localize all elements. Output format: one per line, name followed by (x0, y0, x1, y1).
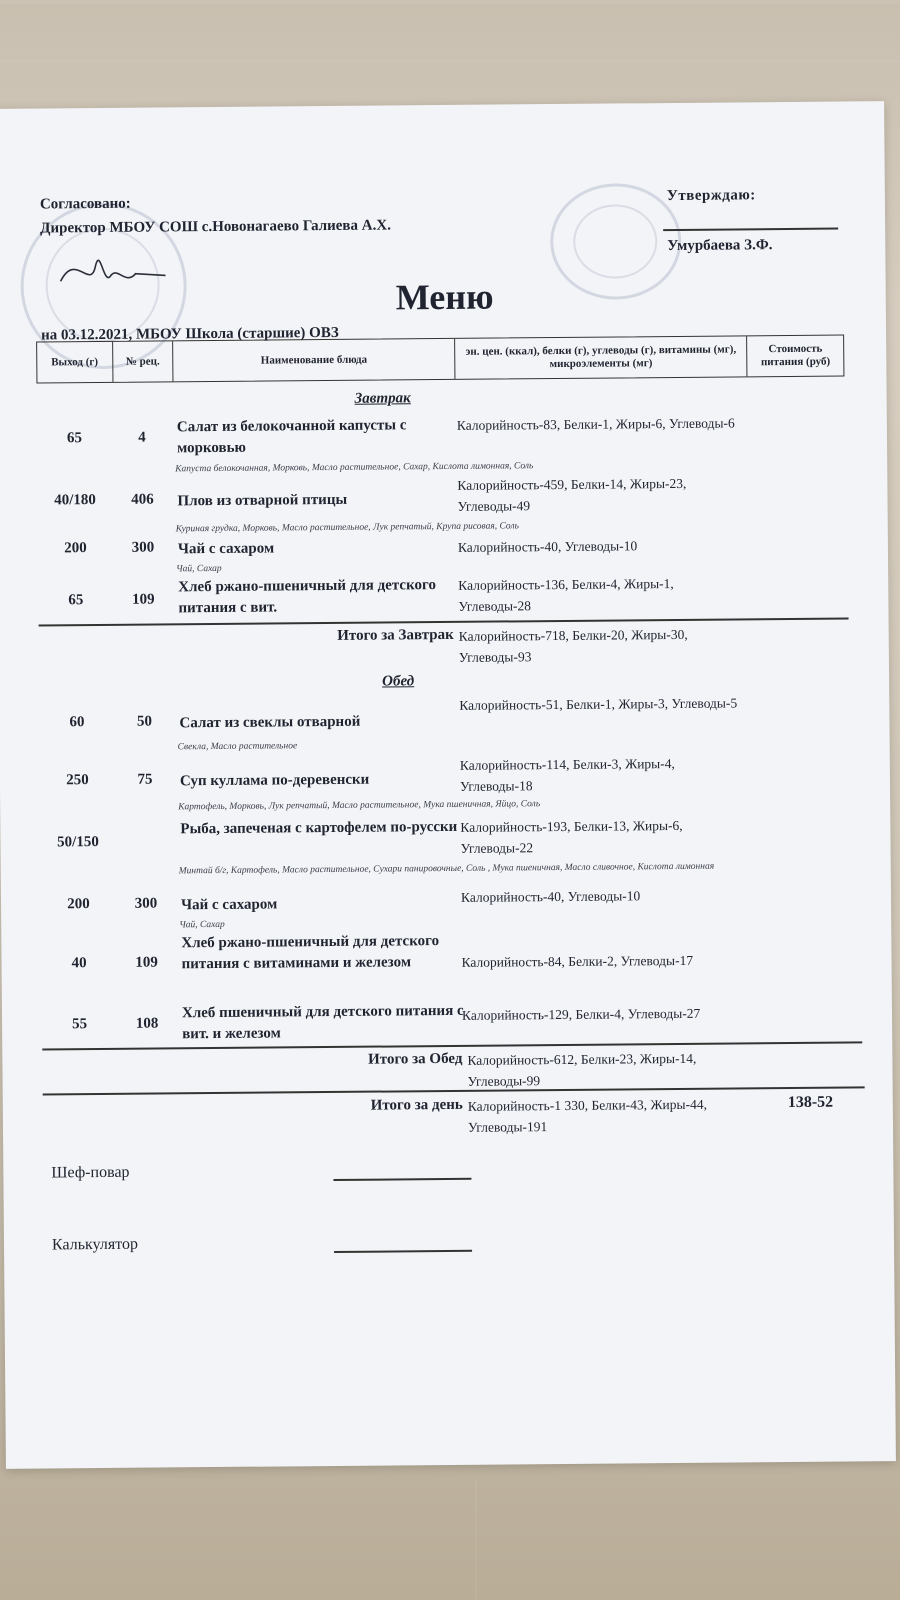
row-recipe: 109 (135, 954, 158, 971)
row-output: 40 (71, 955, 87, 972)
row-recipe: 300 (131, 539, 155, 556)
row-recipe (115, 833, 175, 834)
row-dish-name: Салат из белокочанной капусты с морковью (176, 417, 407, 457)
row-nutrition: Калорийность-129, Белки-4, Углеводы-27 (461, 1005, 701, 1023)
day-total-cost: 138-52 (787, 1093, 834, 1112)
row-recipe: 50 (136, 713, 153, 730)
day-total-label: Итого за день (370, 1096, 463, 1114)
row-recipe: 75 (137, 771, 153, 788)
row-recipe: 108 (135, 1015, 159, 1032)
col-nutrition-header: эн. цен. (ккал), белки (г), углеводы (г), витамины (мг), микроэлементы (мг) (455, 336, 748, 379)
approved-label: Согласовано: (39, 195, 131, 213)
col-output-header: Выход (г) (37, 342, 113, 383)
col-name-header: Наименование блюда (173, 339, 455, 381)
row-output: 200 (64, 540, 87, 557)
row-dish-name: Плов из отварной птицы (177, 491, 348, 510)
approved-by: Директор МБОУ СОШ с.Новонагаево Галиева А.Х. (40, 217, 391, 237)
row-nutrition: Калорийность-51, Белки-1, Жиры-3, Углеводы-5 (459, 695, 738, 713)
director-signature-icon (55, 245, 175, 296)
row-output: 250 (66, 772, 89, 789)
lunch-total-label: Итого за Обед (367, 1050, 463, 1068)
lunch-total-nutrition: Калорийность-612, Белки-23, Жиры-14, Углеводы-99 (467, 1050, 697, 1089)
row-nutrition: Калорийность-193, Белки-13, Жиры-6, Углеводы-22 (460, 817, 683, 856)
row-nutrition: Калорийность-136, Белки-4, Жиры-1, Углеводы-28 (458, 575, 674, 614)
calc-label: Калькулятор (51, 1235, 139, 1254)
row-output: 40/180 (54, 492, 96, 509)
page-title: Меню (395, 276, 494, 318)
table-row (37, 412, 843, 475)
table-row (39, 692, 845, 753)
stamp-right (550, 183, 682, 300)
section-title-lunch: Обед (382, 673, 415, 690)
row-ingredients: Куриная грудка, Морковь, Масло растительное, Лук репчатый, Крупа рисовая, Соль (175, 521, 519, 535)
table-header (36, 335, 844, 384)
table-row (40, 813, 846, 877)
breakfast-total-nutrition: Калорийность-718, Белки-20, Жиры-30, Углеводы-93 (458, 626, 688, 665)
floor-line (0, 60, 900, 62)
breakfast-total-label: Итого за Завтрак (337, 626, 454, 644)
row-dish-name: Чай с сахаром (180, 896, 278, 914)
confirm-by: Умурбаева З.Ф. (667, 237, 773, 255)
row-ingredients: Капуста белокочанная, Морковь, Масло растительное, Сахар, Кислота лимонная, Соль (175, 461, 534, 475)
row-output: 50/150 (57, 834, 99, 851)
row-output: 65 (66, 430, 83, 447)
row-nutrition: Калорийность-40, Углеводы-10 (460, 888, 641, 905)
row-recipe: 300 (134, 895, 158, 912)
row-output: 200 (67, 896, 90, 913)
row-recipe: 109 (132, 591, 155, 608)
col-recipe-header: № рец. (113, 341, 174, 382)
day-total-nutrition: Калорийность-1 330, Белки-43, Жиры-44, Углеводы-191 (467, 1096, 707, 1135)
row-dish-name: Чай с сахаром (177, 540, 275, 558)
row-nutrition: Калорийность-83, Белки-1, Жиры-6, Углеводы-6 (456, 415, 735, 433)
date-line: на 03.12.2021, МБОУ Школа (старшие) ОВЗ (40, 324, 339, 344)
row-dish-name: Хлеб ржано-пшеничный для детского питания с витаминами и железом (181, 933, 440, 973)
col-cost-header: Стоимость питания (руб) (760, 342, 831, 369)
row-dish-name: Салат из свеклы отварной (179, 713, 361, 732)
chef-sign-line (333, 1178, 471, 1181)
row-output: 60 (69, 714, 85, 731)
table-row (40, 752, 846, 813)
row-ingredients: Картофель, Морковь, Лук репчатый, Масло растительное, Мука пшеничная, Яйцо, Соль (178, 799, 541, 813)
row-dish-name: Суп куллама по-деревенски (179, 771, 370, 790)
row-output: 65 (68, 592, 84, 609)
confirm-label: Утверждаю: (666, 187, 756, 205)
row-nutrition: Калорийность-84, Белки-2, Углеводы-17 (461, 952, 694, 970)
floor-line (475, 1480, 477, 1600)
row-recipe: 4 (138, 429, 146, 446)
row-dish-name: Хлеб ржано-пшеничный для детского питания с вит. (178, 577, 437, 617)
row-dish-name: Хлеб пшеничный для детского питания с вит. и железом (181, 1002, 464, 1043)
row-nutrition: Калорийность-459, Белки-14, Жиры-23, Углеводы-49 (457, 475, 687, 514)
chef-label: Шеф-повар (51, 1163, 130, 1182)
row-ingredients: Чай, Сахар (176, 563, 222, 575)
row-ingredients: Минтай б/г, Картофель, Масло растительное, Сухари панировочные, Соль , Мука пшеничная, Масло сливочное, Кислота лимонная (178, 861, 715, 877)
floor-line (0, 0, 900, 4)
table-row (41, 888, 847, 931)
row-recipe: 406 (131, 491, 154, 508)
confirm-sign-line (663, 228, 838, 231)
row-dish-name: Рыба, запеченая с картофелем по-русски (180, 818, 458, 838)
table-row (42, 997, 848, 1043)
row-nutrition: Калорийность-40, Углеводы-10 (457, 538, 638, 555)
calc-sign-line (334, 1250, 472, 1253)
row-ingredients: Чай, Сахар (179, 919, 225, 931)
table-row (38, 534, 844, 575)
menu-sheet (0, 101, 896, 1469)
row-output: 55 (72, 1016, 88, 1033)
row-ingredients: Свекла, Масло растительное (177, 741, 298, 753)
section-title-breakfast: Завтрак (354, 390, 411, 407)
row-nutrition: Калорийность-114, Белки-3, Жиры-4, Углеводы-18 (459, 755, 675, 794)
